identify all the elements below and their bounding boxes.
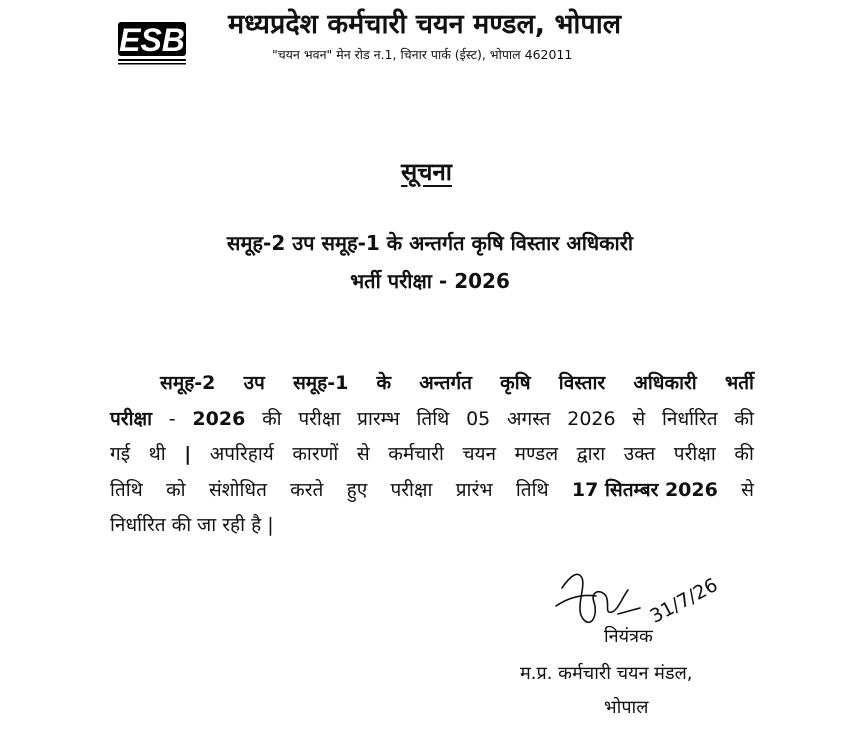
notice-subject [150,224,710,300]
org-address: "चयन भवन" मेन रोड न.1, चिनार पार्क (ईस्ट), भोपाल 462011 [272,47,573,62]
org-name: मध्यप्रदेश कर्मचारी चयन मण्डल, भोपाल [228,9,622,40]
notice-title-text: सूचना [401,158,452,186]
signature-date: 31/7/26 [646,573,722,628]
signatory-city: भोपाल [604,697,649,718]
esb-logo [116,16,188,66]
notice-title [0,154,853,190]
subject-line-2: भर्ती परीक्षा - 2026 [350,269,510,293]
subject-line-1: समूह-2 उप समूह-1 के अन्तर्गत कृषि विस्तार अधिकारी [226,231,634,255]
body-line-1: समूह-2 उप समूह-1 के अन्तर्गत कृषि विस्तार अधिकारी भर्ती [160,372,754,394]
body-line-3: गई थी | अपरिहार्य कारणों से कर्मचारी चयन मण्डल द्वारा उक्त परीक्षा की [110,443,754,465]
body-line-5: निर्धारित की जा रही है | [110,514,274,536]
notice-body [110,366,754,544]
signatory-office: म.प्र. कर्मचारी चयन मंडल, [520,663,693,684]
signatory-designation: नियंत्रक [604,626,653,647]
body-line-4: तिथि को संशोधित करते हुए परीक्षा प्रारंभ तिथि 17 सितम्बर 2026 से [110,478,754,501]
svg-text:ESB: ESB [119,22,185,58]
body-line-2: परीक्षा - 2026 की परीक्षा प्रारम्भ तिथि 05 अगस्त 2026 से निर्धारित की [110,407,754,430]
